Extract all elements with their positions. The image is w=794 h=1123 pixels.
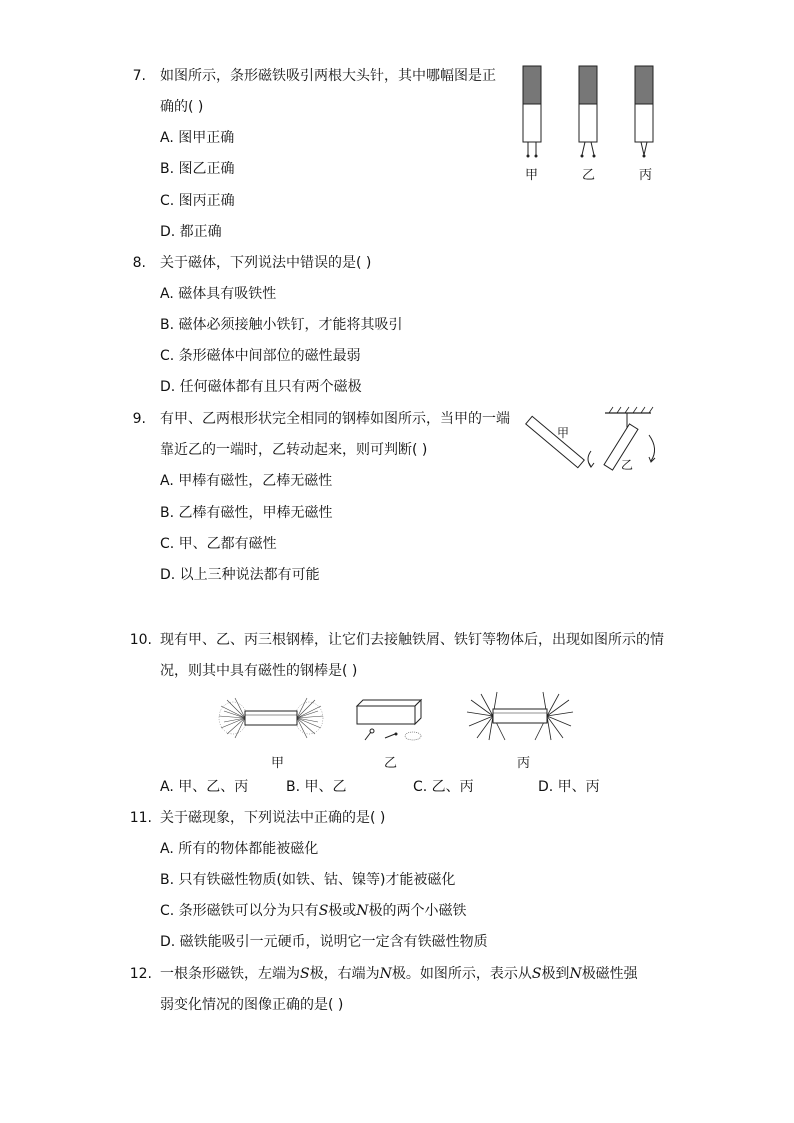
q8-number: 8. bbox=[132, 255, 146, 271]
magnet-bing bbox=[635, 66, 653, 158]
q9-option-d: D. 以上三种说法都有可能 bbox=[160, 567, 320, 583]
q7-label-yi: 乙 bbox=[582, 168, 596, 183]
q7-option-b: B. 图乙正确 bbox=[160, 161, 235, 177]
q10-label-yi: 乙 bbox=[384, 756, 398, 771]
q10-option-a: A. 甲、乙、丙 bbox=[160, 779, 249, 795]
q12-stem-line2: 弱变化情况的图像正确的是( ) bbox=[160, 997, 344, 1013]
rod-yi-plain bbox=[357, 700, 421, 740]
q9-stem-line1: 有甲、乙两根形状完全相同的钢棒如图所示，当甲的一端 bbox=[160, 411, 510, 427]
q10-option-b: B. 甲、乙 bbox=[286, 779, 347, 795]
q8-option-b: B. 磁体必须接触小铁钉，才能将其吸引 bbox=[160, 317, 403, 333]
rotation-arrow-right bbox=[649, 435, 655, 461]
q8-stem: 关于磁体，下列说法中错误的是( ) bbox=[160, 255, 372, 271]
q12-number: 12. bbox=[129, 966, 152, 982]
magnet-yi bbox=[579, 66, 597, 158]
q7-label-jia: 甲 bbox=[525, 168, 539, 183]
q7-option-c: C. 图丙正确 bbox=[160, 193, 235, 209]
q9-label-yi: 乙 bbox=[621, 458, 634, 472]
rod-bing-with-nails bbox=[467, 692, 573, 740]
q7-stem-line2: 确的( ) bbox=[160, 99, 204, 115]
q10-number: 10. bbox=[129, 632, 152, 648]
q7-label-bing: 丙 bbox=[639, 168, 653, 183]
q11-stem: 关于磁现象，下列说法中正确的是( ) bbox=[160, 810, 386, 826]
q10-option-c: C. 乙、丙 bbox=[413, 779, 474, 795]
q11-number: 11. bbox=[129, 810, 152, 826]
q9-stem-line2: 靠近乙的一端时，乙转动起来，则可判断( ) bbox=[160, 442, 428, 458]
q11-option-c: C. 条形磁铁可以分为只有S极或N极的两个小磁铁 bbox=[160, 903, 467, 919]
q10-label-bing: 丙 bbox=[517, 756, 531, 771]
magnet-jia bbox=[523, 66, 541, 158]
q7-stem-line1: 如图所示，条形磁铁吸引两根大头针，其中哪幅图是正 bbox=[160, 68, 496, 84]
q8-option-a: A. 磁体具有吸铁性 bbox=[160, 286, 277, 302]
q12-stem-line1: 一根条形磁铁，左端为S极，右端为N极。如图所示，表示从S极到N极磁性强 bbox=[160, 966, 638, 982]
q8-option-c: C. 条形磁体中间部位的磁性最弱 bbox=[160, 348, 361, 364]
rod-jia bbox=[526, 416, 585, 467]
q10-rods-figure bbox=[215, 688, 585, 748]
q9-label-jia: 甲 bbox=[557, 426, 570, 440]
q9-option-a: A. 甲棒有磁性，乙棒无磁性 bbox=[160, 473, 333, 489]
q8-option-d: D. 任何磁体都有且只有两个磁极 bbox=[160, 379, 362, 395]
q10-stem-line1: 现有甲、乙、丙三根钢棒，让它们去接触铁屑、铁钉等物体后，出现如图所示的情 bbox=[160, 632, 664, 648]
rod-jia-with-filings bbox=[219, 698, 323, 738]
q10-stem-line2: 况，则其中具有磁性的钢棒是( ) bbox=[160, 663, 358, 679]
q7-option-a: A. 图甲正确 bbox=[160, 130, 235, 146]
q9-number: 9. bbox=[132, 411, 146, 427]
q7-number: 7. bbox=[132, 68, 146, 84]
q11-option-b: B. 只有铁磁性物质(如铁、钴、镍等)才能被磁化 bbox=[160, 872, 456, 888]
q9-rods-figure bbox=[525, 405, 670, 475]
q9-option-b: B. 乙棒有磁性，甲棒无磁性 bbox=[160, 505, 333, 521]
q11-option-d: D. 磁铁能吸引一元硬币，说明它一定含有铁磁性物质 bbox=[160, 934, 488, 950]
q7-option-d: D. 都正确 bbox=[160, 224, 222, 240]
q7-magnet-figure bbox=[515, 62, 665, 162]
q9-option-c: C. 甲、乙都有磁性 bbox=[160, 536, 277, 552]
q10-option-d: D. 甲、丙 bbox=[538, 779, 600, 795]
q11-option-a: A. 所有的物体都能被磁化 bbox=[160, 841, 319, 857]
q10-label-jia: 甲 bbox=[271, 756, 285, 771]
